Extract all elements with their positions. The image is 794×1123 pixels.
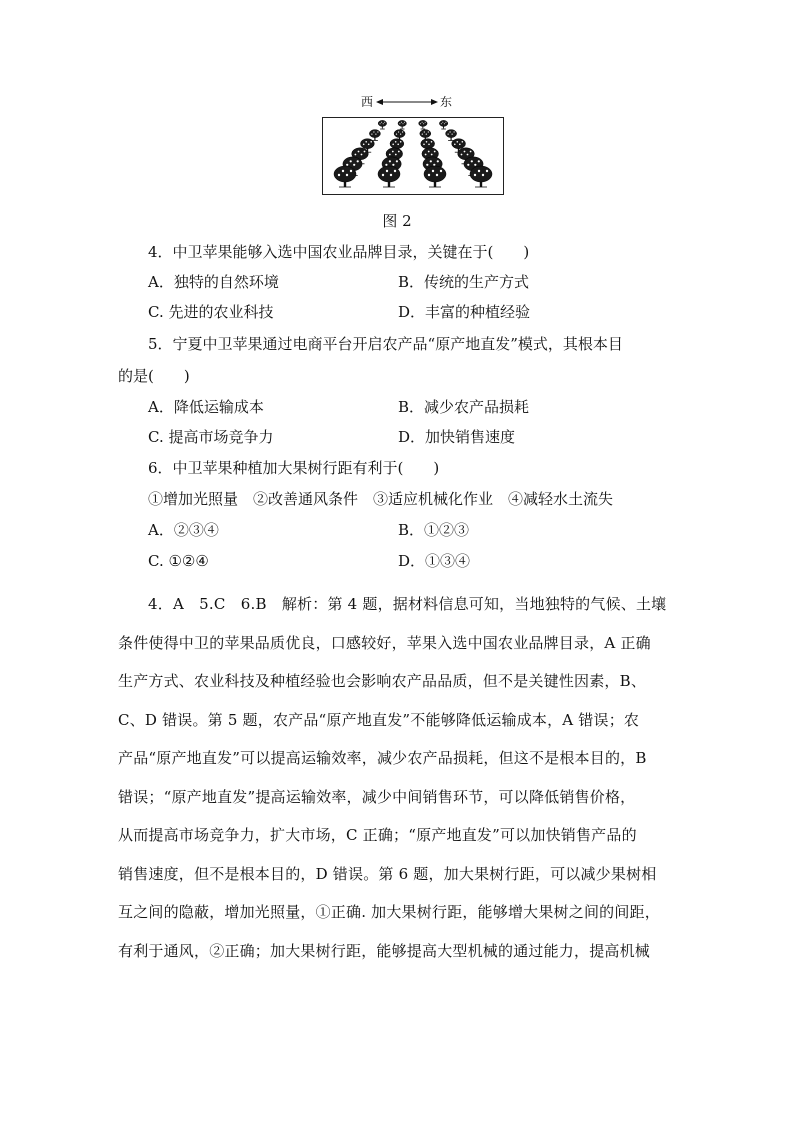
question-6-items: ①增加光照量 ②改善通风条件 ③适应机械化作业 ④减轻水土流失	[148, 490, 614, 508]
question-6-option-b: B．①②③	[398, 521, 470, 539]
question-4-option-c: C. 先进的农业科技	[148, 303, 274, 321]
answer-explanation	[118, 585, 683, 970]
answer-line: 产品“原产地直发”可以提高运输效率，减少农产品损耗，但这不是根本目的，B	[118, 749, 647, 767]
tree-icon	[424, 166, 446, 187]
answer-line: 有利于通风，②正确；加大果树行距，能够提高大型机械的通过能力，提高机械	[118, 941, 651, 960]
tree-icon	[378, 120, 386, 129]
tree-icon	[369, 130, 380, 141]
double-arrow-icon	[376, 96, 438, 108]
question-5-option-d: D．加快销售速度	[398, 428, 516, 446]
question-4-stem: 4．中卫苹果能够入选中国农业品牌目录，关键在于( )	[148, 243, 530, 261]
question-6-stem: 6．中卫苹果种植加大果树行距有利于( )	[148, 459, 440, 477]
figure-caption: 图 2	[382, 212, 412, 230]
question-6-option-d: D．①③④	[398, 552, 471, 570]
question-4-option-d: D．丰富的种植经验	[398, 303, 531, 321]
question-5-stem-line2: 的是( )	[118, 367, 190, 385]
answer-line: 从而提高市场竞争力，扩大市场，C 正确；“原产地直发”可以加快销售产品的	[118, 826, 637, 844]
answer-line: C、D 错误。第 5 题，农产品“原产地直发”不能够降低运输成本，A 错误；农	[118, 710, 640, 729]
answer-line: 生产方式、农业科技及种植经验也会影响农产品品质，但不是关键性因素，B、	[118, 672, 647, 690]
compass-east-label: 东	[440, 95, 453, 109]
answer-line: 条件使得中卫的苹果品质优良，口感较好，苹果入选中国农业品牌目录，A 正确	[118, 633, 651, 652]
tree-icon	[439, 120, 447, 129]
question-5-option-a: A．降低运输成本	[148, 398, 264, 416]
tree-icon	[334, 166, 356, 187]
answer-line: 销售速度，但不是根本目的，D 错误。第 6 题，加大果树行距，可以减少果树相	[118, 864, 657, 883]
tree-icon	[470, 166, 492, 187]
compass-direction	[322, 93, 504, 111]
question-5-option-b: B．减少农产品损耗	[398, 398, 530, 416]
orchard-figure	[322, 93, 504, 111]
question-5-stem-line1: 5．宁夏中卫苹果通过电商平台开启农产品“原产地直发”模式，其根本目	[148, 335, 623, 353]
tree-icon	[398, 120, 406, 129]
question-6-option-c: C. ①②④	[148, 552, 209, 570]
tree-icon	[419, 120, 427, 129]
compass-west-label: 西	[361, 95, 374, 109]
question-4-option-b: B．传统的生产方式	[398, 273, 530, 291]
orchard-illustration	[323, 118, 503, 194]
question-5-option-c: C. 提高市场竞争力	[148, 428, 274, 446]
answer-line: 4．A 5.C 6.B 解析：第 4 题，据材料信息可知，当地独特的气候、土壤	[148, 595, 667, 613]
question-4-option-a: A．独特的自然环境	[148, 273, 279, 291]
tree-icon	[378, 166, 400, 187]
tree-icon	[446, 130, 457, 141]
orchard-rows-image	[322, 117, 504, 195]
answer-line: 互之间的隐蔽，增加光照量，①正确. 加大果树行距，能够增大果树之间的间距，	[118, 903, 660, 921]
question-6-option-a: A．②③④	[148, 521, 219, 539]
answer-line: 错误；“原产地直发”提高运输效率，减少中间销售环节，可以降低销售价格，	[118, 787, 636, 806]
